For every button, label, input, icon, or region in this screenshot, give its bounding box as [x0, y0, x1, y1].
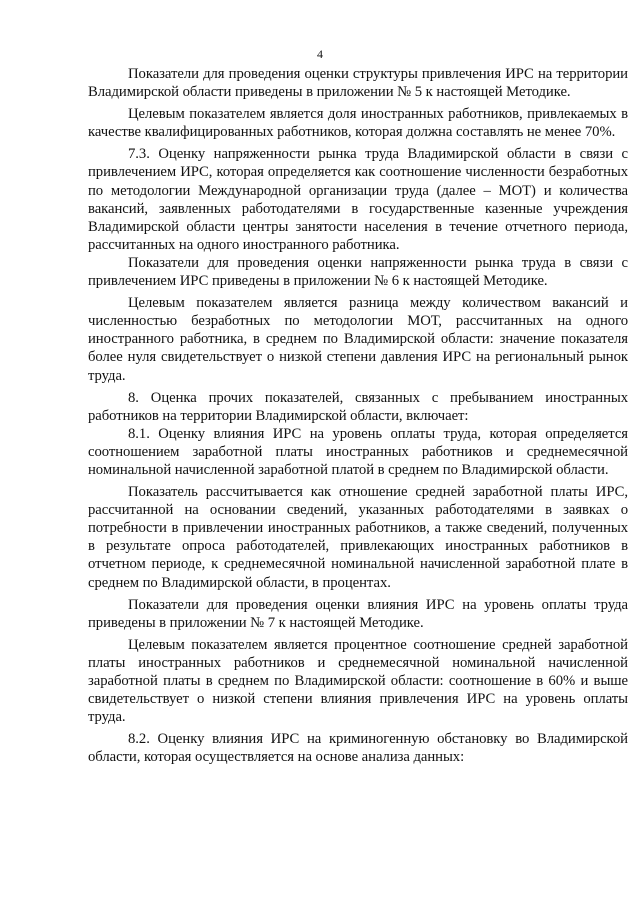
page-number: 4	[317, 47, 323, 61]
paragraph-target-wage-ratio: Целевым показателем является процентное соотношение средней заработной платы иностранных работников и среднемесячной номинальной начисленной заработной платы в среднем по Владимирской области: соотношение в 60% и выше свидетельствует о низкой степени влияния привлечения ИРС на уровень оплаты труда.	[88, 636, 628, 726]
paragraph-wage-indicators: Показатели для проведения оценки влияния ИРС на уровень оплаты труда приведены в приложении № 7 к настоящей Методике.	[88, 596, 628, 631]
paragraph-section-8-2: 8.2. Оценку влияния ИРС на криминогенную обстановку во Владимирской области, которая осуществляется на основе анализа данных:	[88, 731, 628, 766]
paragraph-section-8-1: 8.1. Оценку влияния ИРС на уровень оплаты труда, которая определяется соотношением заработной платы иностранных работников и среднемесячной номинальной начисленной заработной платой в среднем по Владимирской области.	[88, 425, 628, 478]
paragraph-target-vacancy-difference: Целевым показателем является разница между количеством вакансий и численностью безработных по методологии МОТ, рассчитанных на одного иностранного работника, в среднем по Владимирской области: значение показателя более нуля свидетельствует о низкой степени давления ИРС на региональный рынок труда.	[88, 295, 628, 384]
paragraph-labor-tension-indicators: Показатели для проведения оценки напряженности рынка труда в связи с привлечением ИРС приведены в приложении № 6 к настоящей Методике.	[88, 254, 628, 290]
paragraph-section-7-3: 7.3. Оценку напряженности рынка труда Владимирской области в связи с привлечением ИРС, которая определяется как соотношение численности безработных по методологии Международной организации труда (далее – МОТ) и количества вакансий, заявленных работодателями в государственные казенные учреждения Владимирской области центры занятости населения в течение отчетного периода, рассчитанных на одного иностранного работника.	[88, 146, 628, 253]
paragraph-section-8: 8. Оценка прочих показателей, связанных с пребыванием иностранных работников на территории Владимирской области, включает:	[88, 389, 628, 424]
paragraph-wage-ratio-calculation: Показатель рассчитывается как отношение средней заработной платы ИРС, рассчитанной на основании сведений, указанных работодателями в заявках о потребности в привлечении иностранных работников, а также сведений, полученных в результате опроса работодателей, привлекающих иностранных работников в отчетном периоде, к среднемесячной номинальной начисленной заработной плате в среднем по Владимирской области, в процентах.	[88, 484, 628, 591]
document-body	[88, 65, 628, 766]
paragraph-target-qualified-share: Целевым показателем является доля иностранных работников, привлекаемых в качестве квалифицированных работников, которая должна составлять не менее 70%.	[88, 106, 628, 141]
paragraph-structure-indicators: Показатели для проведения оценки структуры привлечения ИРС на территории Владимирской области приведены в приложении № 5 к настоящей Методике.	[88, 66, 628, 101]
